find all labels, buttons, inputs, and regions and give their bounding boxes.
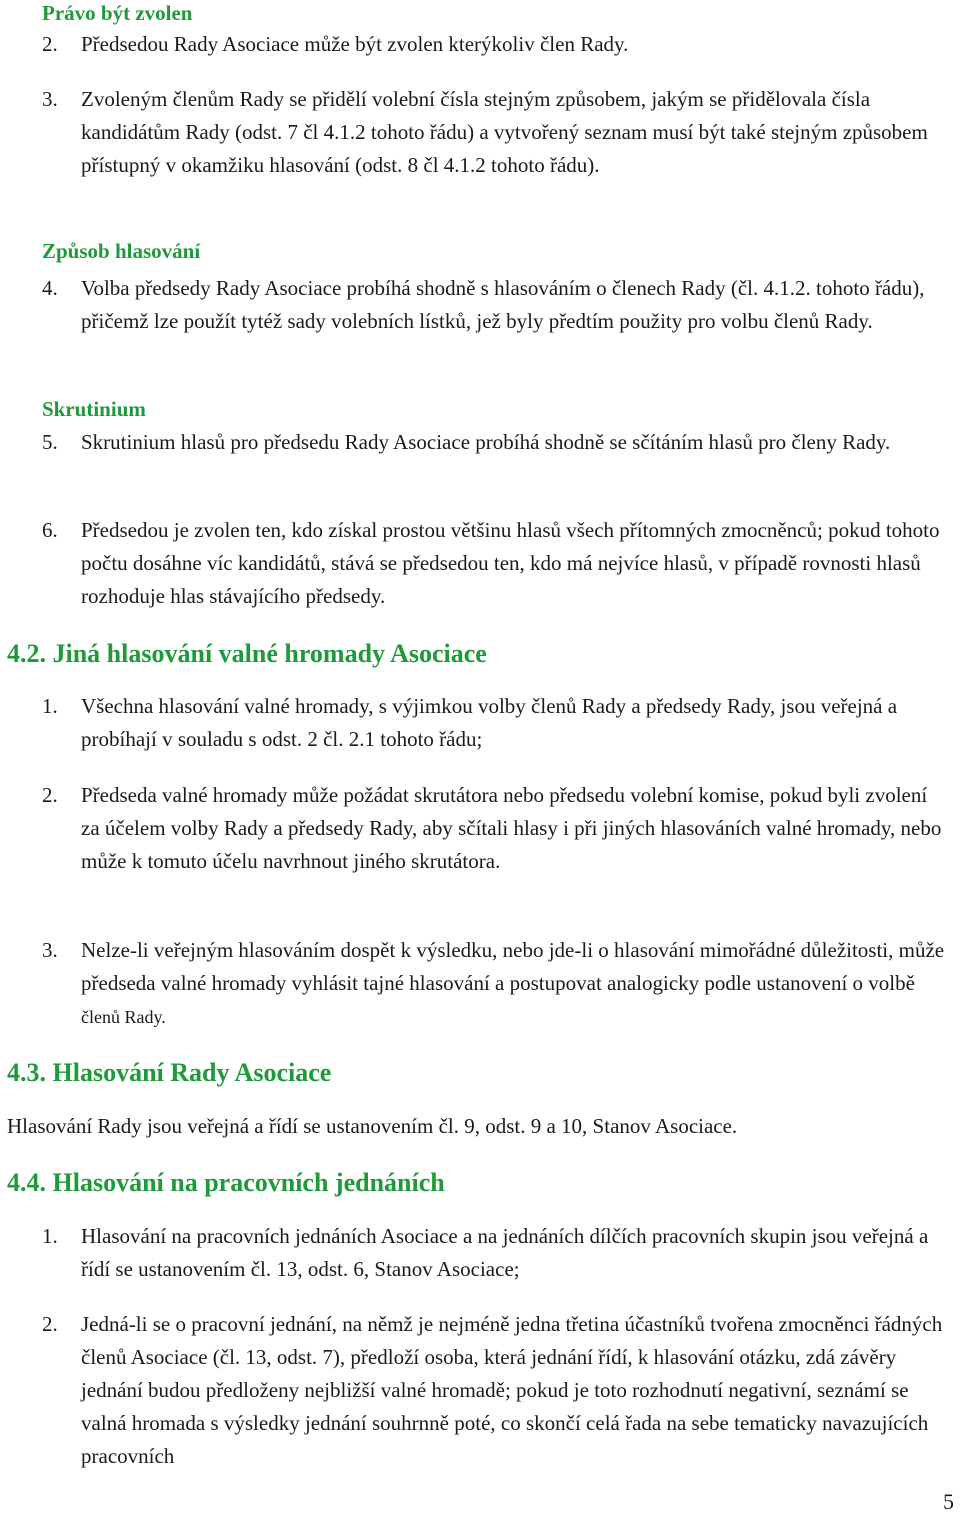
list-number: 4. [42,276,58,300]
subheading-skrutinium: Skrutinium [42,397,146,421]
list-item-6 [0,514,950,613]
list-text [81,934,947,1034]
section-heading-4-3: 4.3. Hlasování Rady Asociace [7,1058,332,1087]
subheading-pravo-byt-zvolen: Právo být zvolen [42,1,193,25]
list-number: 3. [42,87,58,111]
list-number: 3. [42,938,58,962]
list-item-4-2-2 [0,779,950,878]
list-text: Skrutinium hlasů pro předsedu Rady Asociace probíhá shodně se sčítáním hlasů pro členy Rady. [81,430,891,454]
list-text: Hlasování na pracovních jednáních Asociace a na jednáních dílčích pracovních skupin jsou veřejná a řídí se ustanovením čl. 13, odst. 6, Stanov Asociace; [81,1224,929,1281]
list-item-5 [0,426,950,459]
list-text: Zvoleným členům Rady se přidělí volební čísla stejným způsobem, jakým se přidělovala čísla kandidátům Rady (odst. 7 čl 4.1.2 tohoto řádu) a vytvořený seznam musí být také stejným způsobem přístupný v okamžiku hlasování (odst. 8 čl 4.1.2 tohoto řádu). [81,87,928,177]
list-item-4-4-1 [0,1220,950,1286]
list-item-4-4-2 [0,1308,950,1473]
list-item-3 [0,83,950,182]
section-heading-4-2: 4.2. Jiná hlasování valné hromady Asociace [7,639,487,668]
page-number: 5 [943,1489,954,1514]
section-4-3-text: Hlasování Rady jsou veřejná a řídí se ustanovením čl. 9, odst. 9 a 10, Stanov Asociace. [7,1114,738,1138]
list-item-4-2-1 [0,690,950,756]
list-item-4-2-3 [0,934,950,1034]
list-number: 1. [42,1224,58,1248]
list-item-4 [0,272,950,338]
list-text: Předsedou je zvolen ten, kdo získal prostou většinu hlasů všech přítomných zmocněnců; pokud tohoto počtu dosáhne víc kandidátů, stává se předsedou ten, kdo má nejvíce hlasů, v případě rovnosti hlasů rozhoduje hlas stávajícího předsedy. [81,518,940,608]
list-text: Jedná-li se o pracovní jednání, na němž je nejméně jedna třetina účastníků tvořena zmocněnci řádných členů Asociace (čl. 13, odst. 7), předloží osoba, která jednání řídí, k hlasování otázku, zdá závěry jednání budou předloženy nejbližší valné hromadě; pokud je toto rozhodnutí negativní, seznámí se valná hromada s výsledky jednání souhrnně poté, co skončí celá řada na sebe tematicky navazujících pracovních [81,1312,943,1468]
list-text-tail: členů Rady. [81,1007,166,1027]
section-heading-4-4: 4.4. Hlasování na pracovních jednáních [7,1168,445,1197]
list-text-main: Nelze-li veřejným hlasováním dospět k výsledku, nebo jde-li o hlasování mimořádné důležitosti, může předseda valné hromady vyhlásit tajné hlasování a postupovat analogicky podle ustanovení o volbě [81,938,945,995]
list-text: Všechna hlasování valné hromady, s výjimkou volby členů Rady a předsedy Rady, jsou veřejná a probíhají v souladu s odst. 2 čl. 2.1 tohoto řádu; [81,694,898,751]
list-item-2 [0,28,950,61]
list-number: 5. [42,430,58,454]
list-number: 2. [42,783,58,807]
list-number: 2. [42,32,58,56]
list-number: 1. [42,694,58,718]
list-text: Volba předsedy Rady Asociace probíhá shodně s hlasováním o členech Rady (čl. 4.1.2. tohoto řádu), přičemž lze použít tytéž sady volebních lístků, jež byly předtím použity pro volbu členů Rady. [81,276,925,333]
subheading-zpusob-hlasovani: Způsob hlasování [42,239,201,263]
list-number: 6. [42,518,58,542]
list-number: 2. [42,1312,58,1336]
list-text: Předsedou Rady Asociace může být zvolen kterýkoliv člen Rady. [81,32,629,56]
list-text: Předseda valné hromady může požádat skrutátora nebo předsedu volební komise, pokud byli zvolení za účelem volby Rady a předsedy Rady, aby sčítali hlasy i při jiných hlasováních valné hromady, nebo může k tomuto účelu navrhnout jiného skrutátora. [81,783,942,873]
